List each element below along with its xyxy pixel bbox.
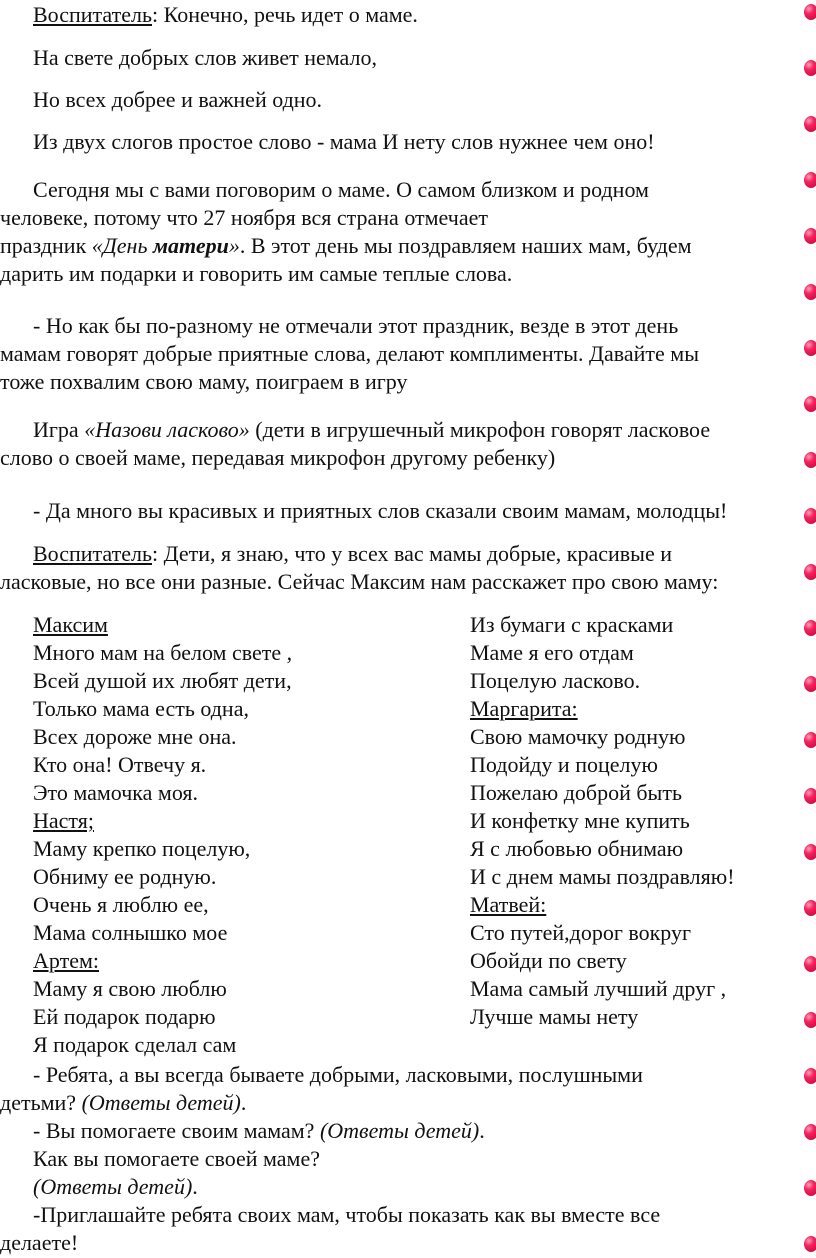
poem-line: Из двух слогов простое слово - мама И нету слов нужнее чем оно! bbox=[33, 129, 655, 154]
heart-bullet-icon bbox=[804, 844, 816, 860]
poem-line: Поцелую ласково. bbox=[470, 668, 641, 693]
paragraph-line: делаете! bbox=[0, 1230, 79, 1255]
poem-line: Сто путей,дорог вокруг bbox=[470, 920, 692, 945]
poem-line: Но всех добрее и важней одно. bbox=[33, 87, 323, 112]
paragraph-line: Как вы помогаете своей маме? bbox=[33, 1146, 321, 1171]
answer-note: (Ответы детей) bbox=[33, 1174, 193, 1199]
poem-line: На свете добрых слов живет немало, bbox=[33, 45, 377, 70]
paragraph-line bbox=[0, 1090, 246, 1116]
speaker-label: Воспитатель bbox=[33, 541, 153, 566]
paragraph-line bbox=[33, 1174, 198, 1200]
poem-line: Я подарок сделал сам bbox=[33, 1032, 237, 1057]
poem-line: Всей душой их любят дети, bbox=[33, 668, 292, 693]
poem-line: Это мамочка моя. bbox=[33, 780, 199, 805]
heart-bullet-icon bbox=[804, 788, 816, 804]
paragraph-line: - Но как бы по-разному не отмечали этот праздник, везде в этот день bbox=[33, 313, 679, 338]
heart-bullet-icon bbox=[804, 284, 816, 300]
poem-line: Свою мамочку родную bbox=[470, 724, 686, 749]
paragraph-line: - Ребята, а вы всегда бываете добрыми, ласковыми, послушными bbox=[33, 1062, 643, 1087]
heart-bullet-icon bbox=[804, 172, 816, 188]
text: Игра bbox=[33, 417, 85, 442]
dialog-line bbox=[33, 2, 418, 28]
heart-bullet-icon bbox=[804, 228, 816, 244]
paragraph-line bbox=[33, 417, 710, 443]
text: (дети в игрушечный микрофон говорят ласковое bbox=[249, 417, 711, 442]
dialog-text: : Дети, я знаю, что у всех вас мамы добрые, красивые и bbox=[152, 541, 672, 566]
holiday-name-bold: матери bbox=[152, 233, 229, 258]
speaker-name: Максим bbox=[33, 612, 108, 637]
dialog-line bbox=[33, 541, 672, 567]
poem-line: Маму я свою люблю bbox=[33, 976, 227, 1001]
poem-line: Маме я его отдам bbox=[470, 640, 634, 665]
speaker-name: Матвей: bbox=[470, 892, 547, 917]
heart-bullet-icon bbox=[804, 1068, 816, 1084]
poem-line: Ей подарок подарю bbox=[33, 1004, 216, 1029]
heart-bullet-icon bbox=[804, 564, 816, 580]
holiday-name: «День bbox=[91, 233, 153, 258]
poem-line: Подойду и поцелую bbox=[470, 752, 658, 777]
answer-note: (Ответы детей) bbox=[319, 1118, 480, 1143]
text: . bbox=[479, 1118, 485, 1143]
heart-bullet-icon bbox=[804, 452, 816, 468]
heart-bullet-icon bbox=[804, 1180, 816, 1196]
poem-line: Только мама есть одна, bbox=[33, 696, 249, 721]
poem-line: И конфетку мне купить bbox=[470, 808, 690, 833]
poem-line: Много мам на белом свете , bbox=[33, 640, 293, 665]
poem-line: Обойди по свету bbox=[470, 948, 627, 973]
paragraph-line: человеке, потому что 27 ноября вся страна отмечает bbox=[0, 205, 488, 230]
poem-line: Кто она! Отвечу я. bbox=[33, 752, 207, 777]
paragraph-line bbox=[0, 233, 692, 259]
heart-bullet-icon bbox=[804, 1124, 816, 1140]
text: - Вы помогаете своим мамам? bbox=[33, 1118, 320, 1143]
text: праздник bbox=[0, 233, 92, 258]
heart-bullet-icon bbox=[804, 900, 816, 916]
poem-line: Маму крепко поцелую, bbox=[33, 836, 251, 861]
paragraph-line: Сегодня мы с вами поговорим о маме. О самом близком и родном bbox=[33, 177, 649, 202]
heart-bullet-icon bbox=[804, 620, 816, 636]
dialog-text: : Конечно, речь идет о маме. bbox=[152, 2, 418, 27]
paragraph-line: ласковые, но все они разные. Сейчас Максим нам расскажет про свою маму: bbox=[0, 569, 719, 594]
poem-line: Мама солнышко мое bbox=[33, 920, 228, 945]
poem-line: Пожелаю доброй быть bbox=[470, 780, 682, 805]
poem-line: Обниму ее родную. bbox=[33, 864, 217, 889]
paragraph-line: - Да много вы красивых и приятных слов сказали своим мамам, молодцы! bbox=[33, 498, 728, 523]
poem-line: Всех дороже мне она. bbox=[33, 724, 237, 749]
paragraph-line: -Приглашайте ребята своих мам, чтобы показать как вы вместе все bbox=[33, 1202, 661, 1227]
game-name: «Назови ласково» bbox=[84, 417, 250, 442]
speaker-label: Воспитатель bbox=[33, 2, 153, 27]
speaker-name: Маргарита: bbox=[470, 696, 578, 721]
text: детьми? bbox=[0, 1090, 82, 1115]
speaker-name: Настя; bbox=[33, 808, 94, 833]
quote-close: » bbox=[228, 233, 240, 258]
heart-bullet-icon bbox=[804, 508, 816, 524]
heart-bullet-icon bbox=[804, 732, 816, 748]
heart-bullet-icon bbox=[804, 4, 816, 20]
heart-bullet-icon bbox=[804, 676, 816, 692]
paragraph-line: тоже похвалим свою маму, поиграем в игру bbox=[0, 369, 408, 394]
heart-bullet-icon bbox=[804, 60, 816, 76]
paragraph-line: слово о своей маме, передавая микрофон другому ребенку) bbox=[0, 445, 556, 470]
poem-line: И с днем мамы поздравляю! bbox=[470, 864, 735, 889]
answer-note: (Ответы детей) bbox=[81, 1090, 241, 1115]
speaker-name: Артем: bbox=[33, 948, 100, 973]
heart-bullet-icon bbox=[804, 1236, 816, 1252]
heart-bullet-icon bbox=[804, 340, 816, 356]
text: . В этот день мы поздравляем наших мам, будем bbox=[239, 233, 692, 258]
heart-bullet-icon bbox=[804, 956, 816, 972]
poem-line: Мама самый лучший друг , bbox=[470, 976, 727, 1001]
poem-line: Я с любовью обнимаю bbox=[470, 836, 684, 861]
text: . bbox=[192, 1174, 198, 1199]
paragraph-line: дарить им подарки и говорить им самые теплые слова. bbox=[0, 261, 513, 286]
text: . bbox=[240, 1090, 247, 1115]
paragraph-line: мамам говорят добрые приятные слова, делают комплименты. Давайте мы bbox=[0, 341, 699, 366]
poem-line: Лучше мамы нету bbox=[470, 1004, 639, 1029]
poem-line: Очень я люблю ее, bbox=[33, 892, 209, 917]
heart-bullet-icon bbox=[804, 116, 816, 132]
poem-line: Из бумаги с красками bbox=[470, 612, 674, 637]
heart-bullet-icon bbox=[804, 396, 816, 412]
paragraph-line bbox=[33, 1118, 485, 1144]
heart-bullet-icon bbox=[804, 1012, 816, 1028]
